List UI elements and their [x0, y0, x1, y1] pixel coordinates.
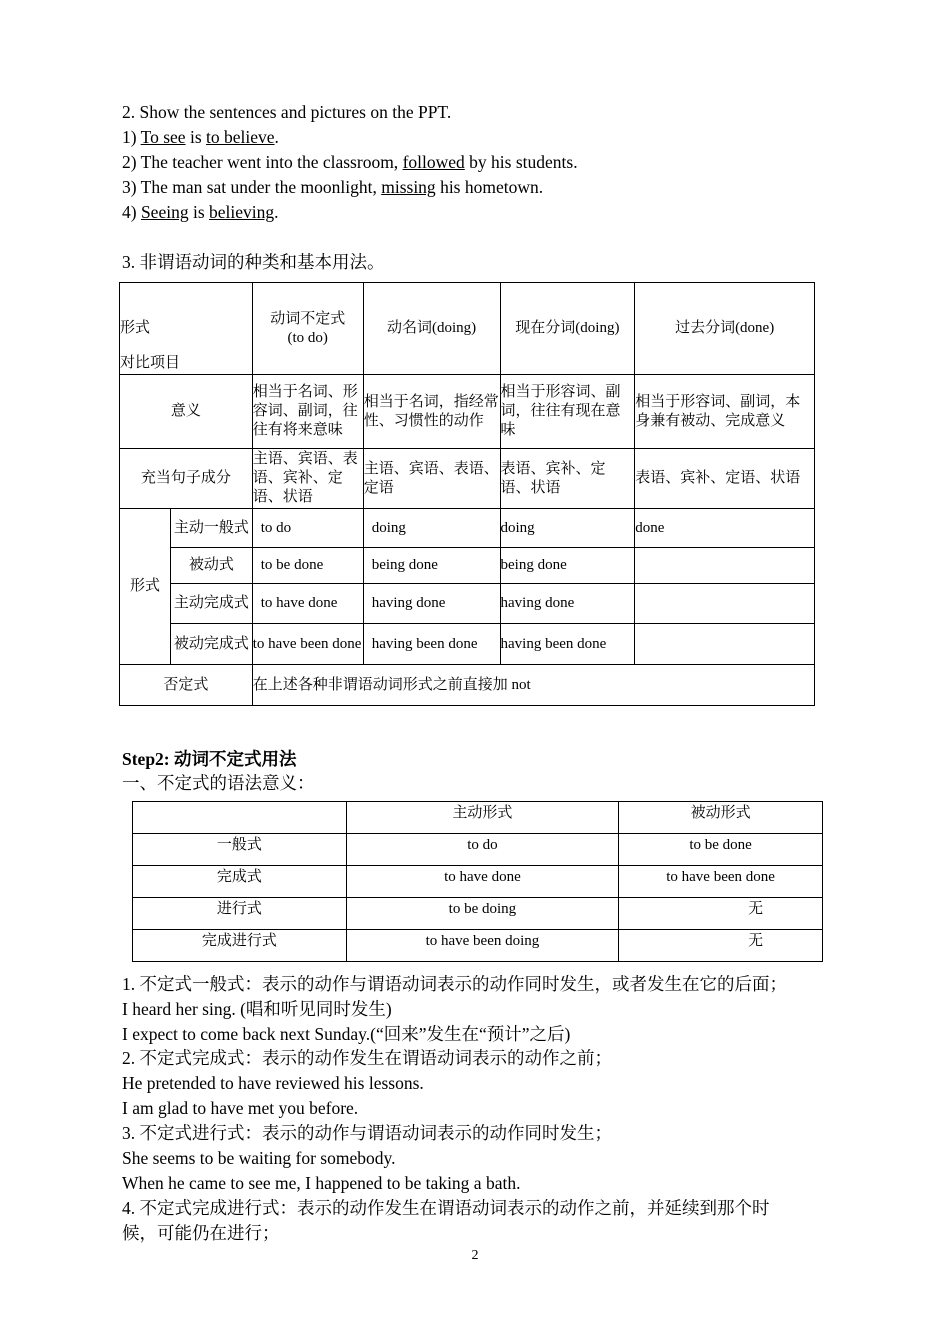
table-cell: to be done — [619, 834, 823, 866]
header-gerund: 动名词(doing) — [363, 283, 500, 375]
role-cell: 表语、宾补、定语、状语 — [500, 449, 635, 509]
form-label: 被动式 — [170, 548, 252, 584]
example-1a: I heard her sing. (唱和听见同时发生) — [122, 999, 392, 1019]
form-cell: having done — [363, 584, 500, 624]
table-cell: 无 — [619, 898, 823, 930]
form-cell: to have been done — [252, 624, 363, 665]
note-4-continued: 候，可能仍在进行； — [122, 1223, 280, 1243]
nonfinite-verbs-table — [119, 282, 815, 706]
page-number: 2 — [471, 1248, 479, 1263]
header-past-participle: 过去分词(done) — [635, 283, 815, 375]
meaning-cell: 相当于名词、形容词、副词，往往有将来意味 — [252, 375, 363, 449]
table-header-cell: 被动形式 — [619, 802, 823, 834]
sentence-3: 3) The man sat under the moonlight, missing his hometown. — [122, 177, 544, 197]
form-cell — [635, 624, 815, 665]
infinitive-forms-table — [132, 801, 823, 962]
example-3a: She seems to be waiting for somebody. — [122, 1148, 396, 1168]
row-label-form: 形式 — [120, 509, 171, 665]
table-cell: to do — [346, 834, 619, 866]
role-cell: 主语、宾语、表语、宾补、定语、状语 — [252, 449, 363, 509]
header-infinitive: 动词不定式(to do) — [252, 283, 363, 375]
note-1: 1. 不定式一般式：表示的动作与谓语动词表示的动作同时发生，或者发生在它的后面； — [122, 974, 787, 994]
table-cell: to be doing — [346, 898, 619, 930]
table-row — [133, 834, 823, 866]
header-present-participle: 现在分词(doing) — [500, 283, 635, 375]
role-cell: 主语、宾语、表语、定语 — [363, 449, 500, 509]
example-2a: He pretended to have reviewed his lessons. — [122, 1073, 424, 1093]
row-label-negation: 否定式 — [120, 665, 253, 706]
form-cell: doing — [363, 509, 500, 548]
table-header-cell: 主动形式 — [346, 802, 619, 834]
form-cell: being done — [500, 548, 635, 584]
meaning-cell: 相当于形容词、副词，往往有现在意味 — [500, 375, 635, 449]
form-cell: to have done — [252, 584, 363, 624]
form-cell: being done — [363, 548, 500, 584]
table-row — [133, 866, 823, 898]
table-cell: 无 — [619, 930, 823, 962]
table-cell: to have been done — [619, 866, 823, 898]
form-cell — [635, 548, 815, 584]
role-cell: 表语、宾补、定语、状语 — [635, 449, 815, 509]
sentence-2: 2) The teacher went into the classroom, followed by his students. — [122, 152, 578, 172]
example-3b: When he came to see me, I happened to be taking a bath. — [122, 1173, 521, 1193]
sentence-4: 4) Seeing is believing. — [122, 202, 279, 222]
step2-title: Step2: 动词不定式用法 — [122, 749, 297, 769]
form-label: 主动一般式 — [170, 509, 252, 548]
form-label: 被动完成式 — [170, 624, 252, 665]
table-row — [133, 930, 823, 962]
section3-heading: 3. 非谓语动词的种类和基本用法。 — [122, 252, 385, 272]
form-cell: done — [635, 509, 815, 548]
table-cell: 完成进行式 — [133, 930, 347, 962]
sentence-1: 1) To see is to believe. — [122, 127, 279, 147]
form-cell: doing — [500, 509, 635, 548]
negation-cell: 在上述各种非谓语动词形式之前直接加 not — [252, 665, 814, 706]
note-2: 2. 不定式完成式：表示的动作发生在谓语动词表示的动作之前； — [122, 1048, 612, 1068]
note-4: 4. 不定式完成进行式：表示的动作发生在谓语动词表示的动作之前，并延续到那个时 — [122, 1198, 770, 1218]
example-2b: I am glad to have met you before. — [122, 1098, 359, 1118]
table-cell: 一般式 — [133, 834, 347, 866]
table-cell: 完成式 — [133, 866, 347, 898]
meaning-cell: 相当于形容词、副词，本身兼有被动、完成意义 — [635, 375, 815, 449]
table-cell: to have been doing — [346, 930, 619, 962]
step2-subheading: 一、不定式的语法意义： — [122, 773, 315, 793]
table-header-cell — [133, 802, 347, 834]
example-1b: I expect to come back next Sunday.(“回来”发生在“预计”之后) — [122, 1024, 571, 1044]
row-label-role: 充当句子成分 — [120, 449, 253, 509]
table-cell: 进行式 — [133, 898, 347, 930]
form-label: 主动完成式 — [170, 584, 252, 624]
row-label-meaning: 意义 — [120, 375, 253, 449]
section-heading: 2. Show the sentences and pictures on the PPT. — [122, 102, 452, 122]
form-cell: to be done — [252, 548, 363, 584]
table-cell: to have done — [346, 866, 619, 898]
table-row — [133, 898, 823, 930]
form-cell: having been done — [500, 624, 635, 665]
form-cell: to do — [252, 509, 363, 548]
form-cell — [635, 584, 815, 624]
meaning-cell: 相当于名词，指经常性、习惯性的动作 — [363, 375, 500, 449]
corner-cell: 形式 对比项目 — [120, 283, 253, 375]
note-3: 3. 不定式进行式：表示的动作与谓语动词表示的动作同时发生； — [122, 1123, 612, 1143]
form-cell: having been done — [363, 624, 500, 665]
form-cell: having done — [500, 584, 635, 624]
